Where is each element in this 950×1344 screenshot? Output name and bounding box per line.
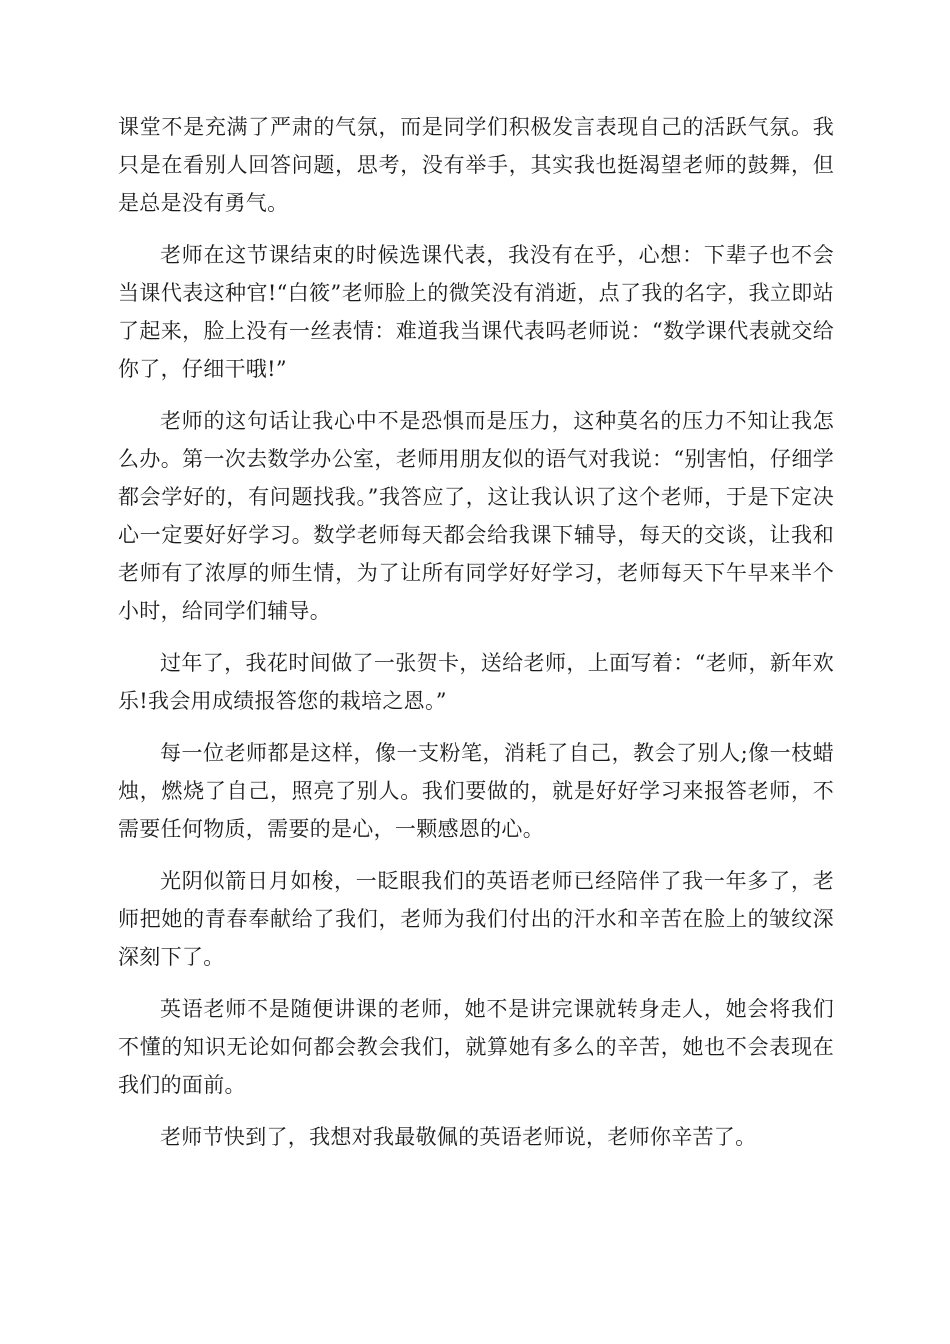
paragraph-3: 老师的这句话让我心中不是恐惧而是压力，这种莫名的压力不知让我怎么办。第一次去数学办公室，老师用朋友似的语气对我说：“别害怕，仔细学都会学好的，有问题找我。”我答应了，这让我认识了这个老师，于是下定决心一定要好好学习。数学老师每天都会给我课下辅导，每天的交谈，让我和老师有了浓厚的师生情，为了让所有同学好好学习，老师每天下午早来半个小时，给同学们辅导。 [118, 409, 834, 623]
paragraph-7: 英语老师不是随便讲课的老师，她不是讲完课就转身走人，她会将我们不懂的知识无论如何都会教会我们，就算她有多么的辛苦，她也不会表现在我们的面前。 [118, 997, 834, 1097]
paragraph-5: 每一位老师都是这样，像一支粉笔，消耗了自己，教会了别人;像一枝蜡烛，燃烧了自己，照亮了别人。我们要做的，就是好好学习来报答老师，不需要任何物质，需要的是心，一颗感恩的心。 [118, 741, 834, 841]
paragraph-8: 老师节快到了，我想对我最敬佩的英语老师说，老师你辛苦了。 [160, 1125, 757, 1149]
paragraph-4: 过年了，我花时间做了一张贺卡，送给老师，上面写着：“老师，新年欢乐!我会用成绩报答您的栽培之恩。” [118, 651, 834, 713]
document-page [118, 108, 834, 1170]
paragraph-6: 光阴似箭日月如梭，一眨眼我们的英语老师已经陪伴了我一年多了，老师把她的青春奉献给了我们，老师为我们付出的汗水和辛苦在脸上的皱纹深深刻下了。 [118, 869, 834, 969]
paragraph-1: 课堂不是充满了严肃的气氛，而是同学们积极发言表现自己的活跃气氛。我只是在看别人回答问题，思考，没有举手，其实我也挺渴望老师的鼓舞，但是总是没有勇气。 [118, 115, 834, 215]
paragraph-2: 老师在这节课结束的时候选课代表，我没有在乎，心想：下辈子也不会当课代表这种官!“白筱”老师脸上的微笑没有消逝，点了我的名字，我立即站了起来，脸上没有一丝表情：难道我当课代表吗老师说：“数学课代表就交给你了，仔细干哦!” [118, 243, 834, 381]
